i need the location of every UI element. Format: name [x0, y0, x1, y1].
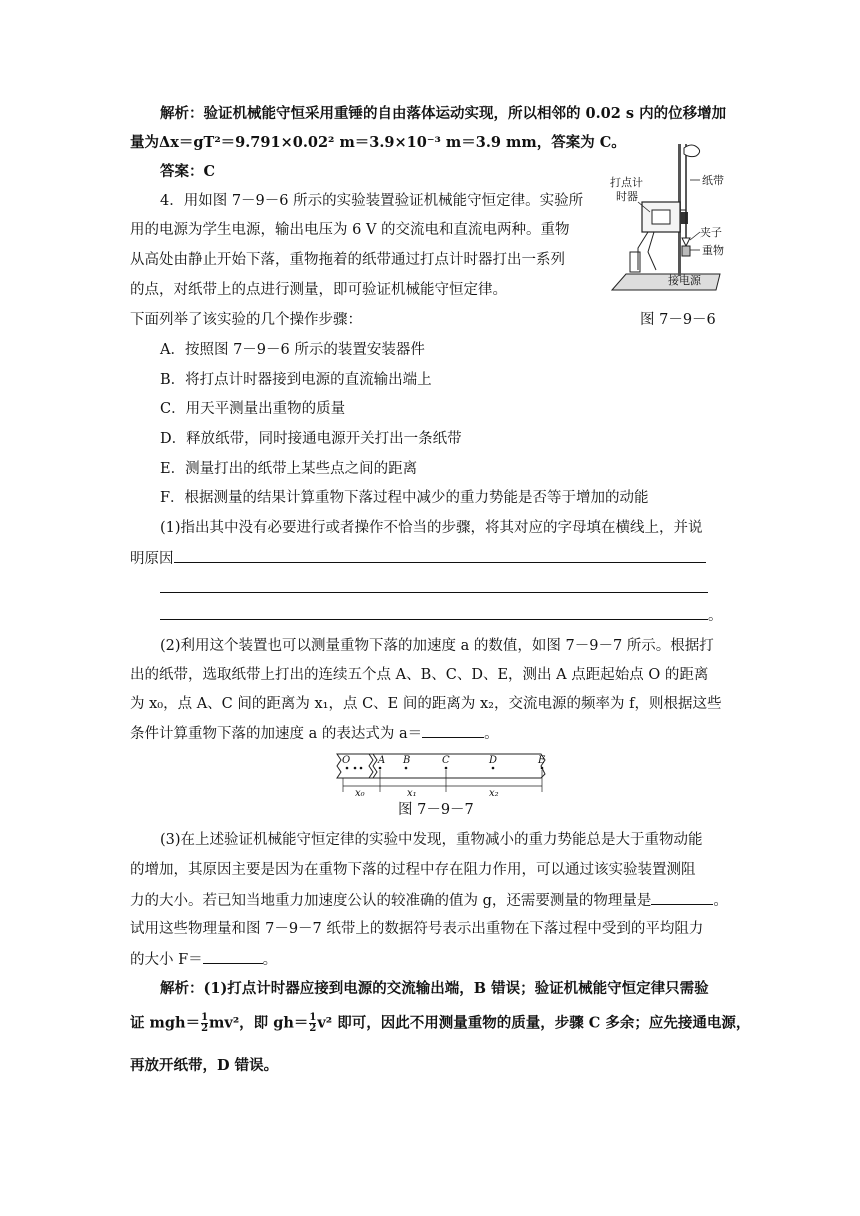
part-1-line-1: (1)指出其中没有必要进行或者操作不恰当的步骤，将其对应的字母填在横线上，并说: [160, 520, 703, 536]
analysis-2-line-2: [130, 1013, 750, 1034]
label-x0: x₀: [355, 788, 365, 799]
part-3-line-3: [130, 890, 728, 911]
fraction-half-2: [309, 1013, 316, 1034]
part-2-line-3: 为 x₀，点 A、C 间的距离为 x₁，点 C、E 间的距离为 x₂，交流电源的频率为 f，则根据这些: [130, 696, 722, 712]
answer-line: [160, 162, 215, 182]
analysis-1-line-1: [160, 104, 726, 124]
point-b: B: [403, 755, 411, 766]
part-2-line-2: 出的纸带，选取纸带上打出的连续五个点 A、B、C、D、E，测出 A 点距起始点 O 的距离: [130, 667, 709, 683]
analysis-2-line-3: 再放开纸带，D 错误。: [130, 1057, 279, 1074]
analysis-2-label: 解析：: [160, 980, 204, 997]
stand-base: [612, 274, 720, 290]
analysis-text: 验证机械能守恒采用重锤的自由落体运动实现，所以相邻的 0.02 s 内的位移增加: [203, 105, 727, 122]
step-b: B．将打点计时器接到电源的直流输出端上: [160, 372, 432, 388]
part-3-line-4: 试用这些物理量和图 7－9－7 纸带上的数据符号表示出重物在下落过程中受到的平均阻力: [130, 921, 704, 937]
part-2-line-4: [130, 723, 499, 744]
acceleration-blank[interactable]: [422, 723, 484, 738]
fraction-denominator: 2: [309, 1023, 317, 1034]
part-1-reason-label: 明原因: [130, 551, 174, 567]
step-c: C．用天平测量出重物的质量: [160, 401, 346, 417]
point-o: O: [342, 755, 351, 766]
fraction-half-1: [201, 1013, 208, 1034]
hand: [684, 145, 700, 157]
answer-line-2: [160, 578, 708, 599]
point-c: C: [442, 755, 450, 766]
weight: [682, 246, 690, 256]
part-1-line-2: [130, 548, 706, 569]
analysis-2-line-2b: mv²，即 gh＝: [209, 1014, 309, 1032]
tape-outline: [337, 754, 545, 778]
part-2-line-1: (2)利用这个装置也可以测量重物下落的加速度 a 的数值，如图 7－9－7 所示。根据打: [160, 638, 714, 654]
question-4-line-4: 的点，对纸带上的点进行测量，即可验证机械能守恒定律。: [130, 282, 507, 298]
part-3-line-3-text: 力的大小。若已知当地重力加速度公认的较准确的值为 g，还需要测量的物理量是: [130, 893, 652, 909]
part-3-line-5-text: 的大小 F＝: [130, 952, 203, 968]
point-d: D: [489, 755, 498, 766]
question-4-line-2: 用的电源为学生电源，输出电压为 6 V 的交流电和直流电两种。重物: [130, 222, 570, 238]
timer-label-2: 时器: [616, 190, 638, 203]
step-d: D．释放纸带，同时接通电源开关打出一条纸带: [160, 431, 462, 447]
paper-tape-figure: [333, 750, 553, 800]
figure-7-9-6-caption: 图 7－9－6: [640, 312, 716, 328]
question-4-line-3: 从高处由静止开始下落，重物拖着的纸带通过打点计时器打出一系列: [130, 252, 565, 268]
part-2-line-4-text: 条件计算重物下落的加速度 a 的表达式为 a＝: [130, 726, 423, 742]
part-3-line-3-end: 。: [713, 893, 728, 909]
fraction-numerator: 1: [201, 1012, 209, 1023]
clip: [682, 238, 690, 246]
answer-blank-3[interactable]: [160, 605, 708, 620]
answer-blank-2[interactable]: [160, 578, 708, 593]
timer-coil: [680, 212, 688, 224]
timer-label-1: 打点计: [610, 176, 643, 189]
part-1-end: 。: [708, 608, 723, 624]
part-3-line-2: 的增加，其原因主要是因为在重物下落的过程中存在阻力作用，可以通过该实验装置测阻: [130, 862, 696, 878]
power-leads: [638, 232, 656, 270]
tape-label: 纸带: [702, 174, 724, 187]
part-3-line-5: [130, 949, 277, 970]
answer-value: C: [203, 163, 216, 180]
step-e: E．测量打出的纸带上某些点之间的距离: [160, 461, 418, 477]
power-label: 接电源: [668, 274, 701, 287]
force-blank[interactable]: [203, 949, 263, 964]
analysis-2-line-1: [160, 979, 709, 999]
answer-label: 答案：: [160, 163, 204, 180]
question-4-line-1: 4．用如图 7－9－6 所示的实验装置验证机械能守恒定律。实验所: [160, 193, 584, 209]
part-2-line-4-end: 。: [484, 726, 499, 742]
analysis-label: 解析：: [160, 105, 204, 122]
label-x1: x₁: [407, 788, 417, 799]
analysis-2-line-2c: v² 即可，因此不用测量重物的质量，步骤 C 多余；应先接通电源，: [317, 1014, 751, 1032]
point-e: E: [538, 755, 546, 766]
part-3-line-5-end: 。: [262, 952, 278, 968]
question-4-line-5: 下面列举了该实验的几个操作步骤：: [130, 312, 362, 328]
step-a: A．按照图 7－9－6 所示的装置安装器件: [160, 342, 425, 358]
quantity-blank[interactable]: [651, 890, 713, 905]
fraction-numerator: 1: [309, 1012, 317, 1023]
apparatus-figure: [608, 140, 738, 305]
analysis-2-text: (1)打点计时器应接到电源的交流输出端，B 错误；验证机械能守恒定律只需验: [203, 980, 709, 997]
part-3-line-1: (3)在上述验证机械能守恒定律的实验中发现，重物减小的重力势能总是大于重物动能: [160, 832, 703, 848]
figure-7-9-7-caption: 图 7－9－7: [398, 802, 474, 818]
point-a: A: [378, 755, 386, 766]
analysis-2-line-2a: 证 mgh＝: [130, 1014, 201, 1032]
answer-blank-1[interactable]: [174, 548, 706, 563]
step-f: F．根据测量的结果计算重物下落过程中减少的重力势能是否等于增加的动能: [160, 490, 649, 506]
analysis-1-line-2: 量为Δx＝gT²＝9.791×0.02² m＝3.9×10⁻³ m＝3.9 mm，答案为 C。: [130, 134, 626, 151]
fraction-denominator: 2: [201, 1023, 209, 1034]
timer-core: [652, 210, 670, 224]
weight-label: 重物: [702, 244, 724, 257]
answer-line-3: [160, 605, 723, 626]
label-x2: x₂: [489, 788, 499, 799]
clip-label: 夹子: [700, 226, 722, 239]
